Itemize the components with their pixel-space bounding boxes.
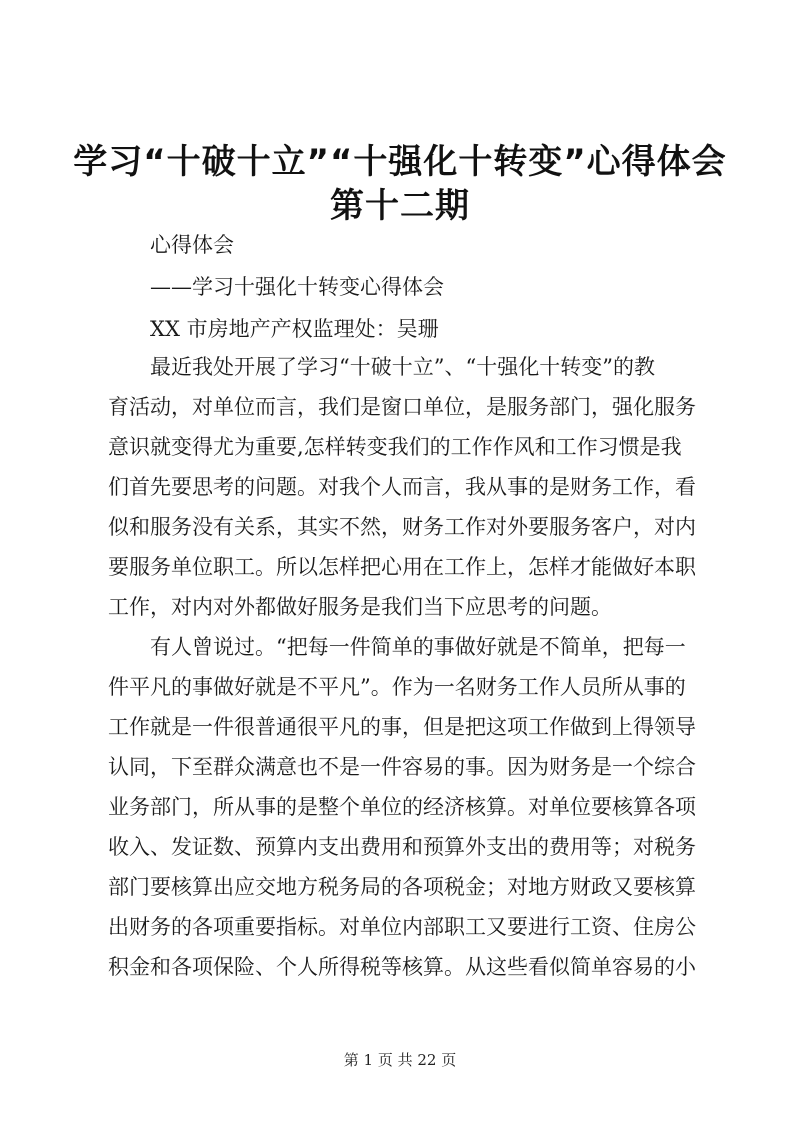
paragraph-1-line: 最近我处开展了学习“十破十立”、“十强化十转变”的教 — [150, 355, 655, 379]
page-title: 学习“十破十立”“十强化十转变”心得体会 — [73, 142, 727, 182]
subheading: ——学习十强化十转变心得体会 — [150, 275, 444, 299]
page-title-line2: 第十二期 — [330, 186, 470, 226]
paragraph-2-line: 收入、发证数、预算内支出费用和预算外支出的费用等；对税务 — [108, 835, 696, 859]
paragraph-1-line: 要服务单位职工。所以怎样把心用在工作上，怎样才能做好本职 — [108, 555, 696, 579]
page-number-footer: 第 1 页 共 22 页 — [343, 1051, 457, 1069]
paragraph-1-line: 似和服务没有关系，其实不然，财务工作对外要服务客户，对内 — [108, 515, 696, 539]
paragraph-2-line: 件平凡的事做好就是不平凡”。作为一名财务工作人员所从事的 — [108, 675, 686, 699]
paragraph-2-line: 积金和各项保险、个人所得税等核算。从这些看似简单容易的小 — [108, 955, 696, 979]
paragraph-2-line: 出财务的各项重要指标。对单位内部职工又要进行工资、住房公 — [108, 915, 696, 939]
subtitle: 心得体会 — [150, 233, 234, 257]
paragraph-2-line: 有人曾说过。“把每一件简单的事做好就是不简单，把每一 — [150, 635, 686, 659]
paragraph-1-line: 们首先要思考的问题。对我个人而言，我从事的是财务工作，看 — [108, 475, 696, 499]
paragraph-1-line: 育活动，对单位而言，我们是窗口单位，是服务部门，强化服务 — [108, 395, 696, 419]
paragraph-2-line: 部门要核算出应交地方税务局的各项税金；对地方财政又要核算 — [108, 875, 696, 899]
paragraph-2-line: 业务部门，所从事的是整个单位的经济核算。对单位要核算各项 — [108, 795, 696, 819]
author-line: XX 市房地产产权监理处：吴珊 — [150, 317, 439, 341]
paragraph-2-line: 工作就是一件很普通很平凡的事，但是把这项工作做到上得领导 — [108, 715, 696, 739]
paragraph-1-line: 意识就变得尤为重要,怎样转变我们的工作作风和工作习惯是我 — [108, 435, 682, 459]
paragraph-2-line: 认同，下至群众满意也不是一件容易的事。因为财务是一个综合 — [108, 755, 696, 779]
paragraph-1-line: 工作，对内对外都做好服务是我们当下应思考的问题。 — [108, 595, 612, 619]
